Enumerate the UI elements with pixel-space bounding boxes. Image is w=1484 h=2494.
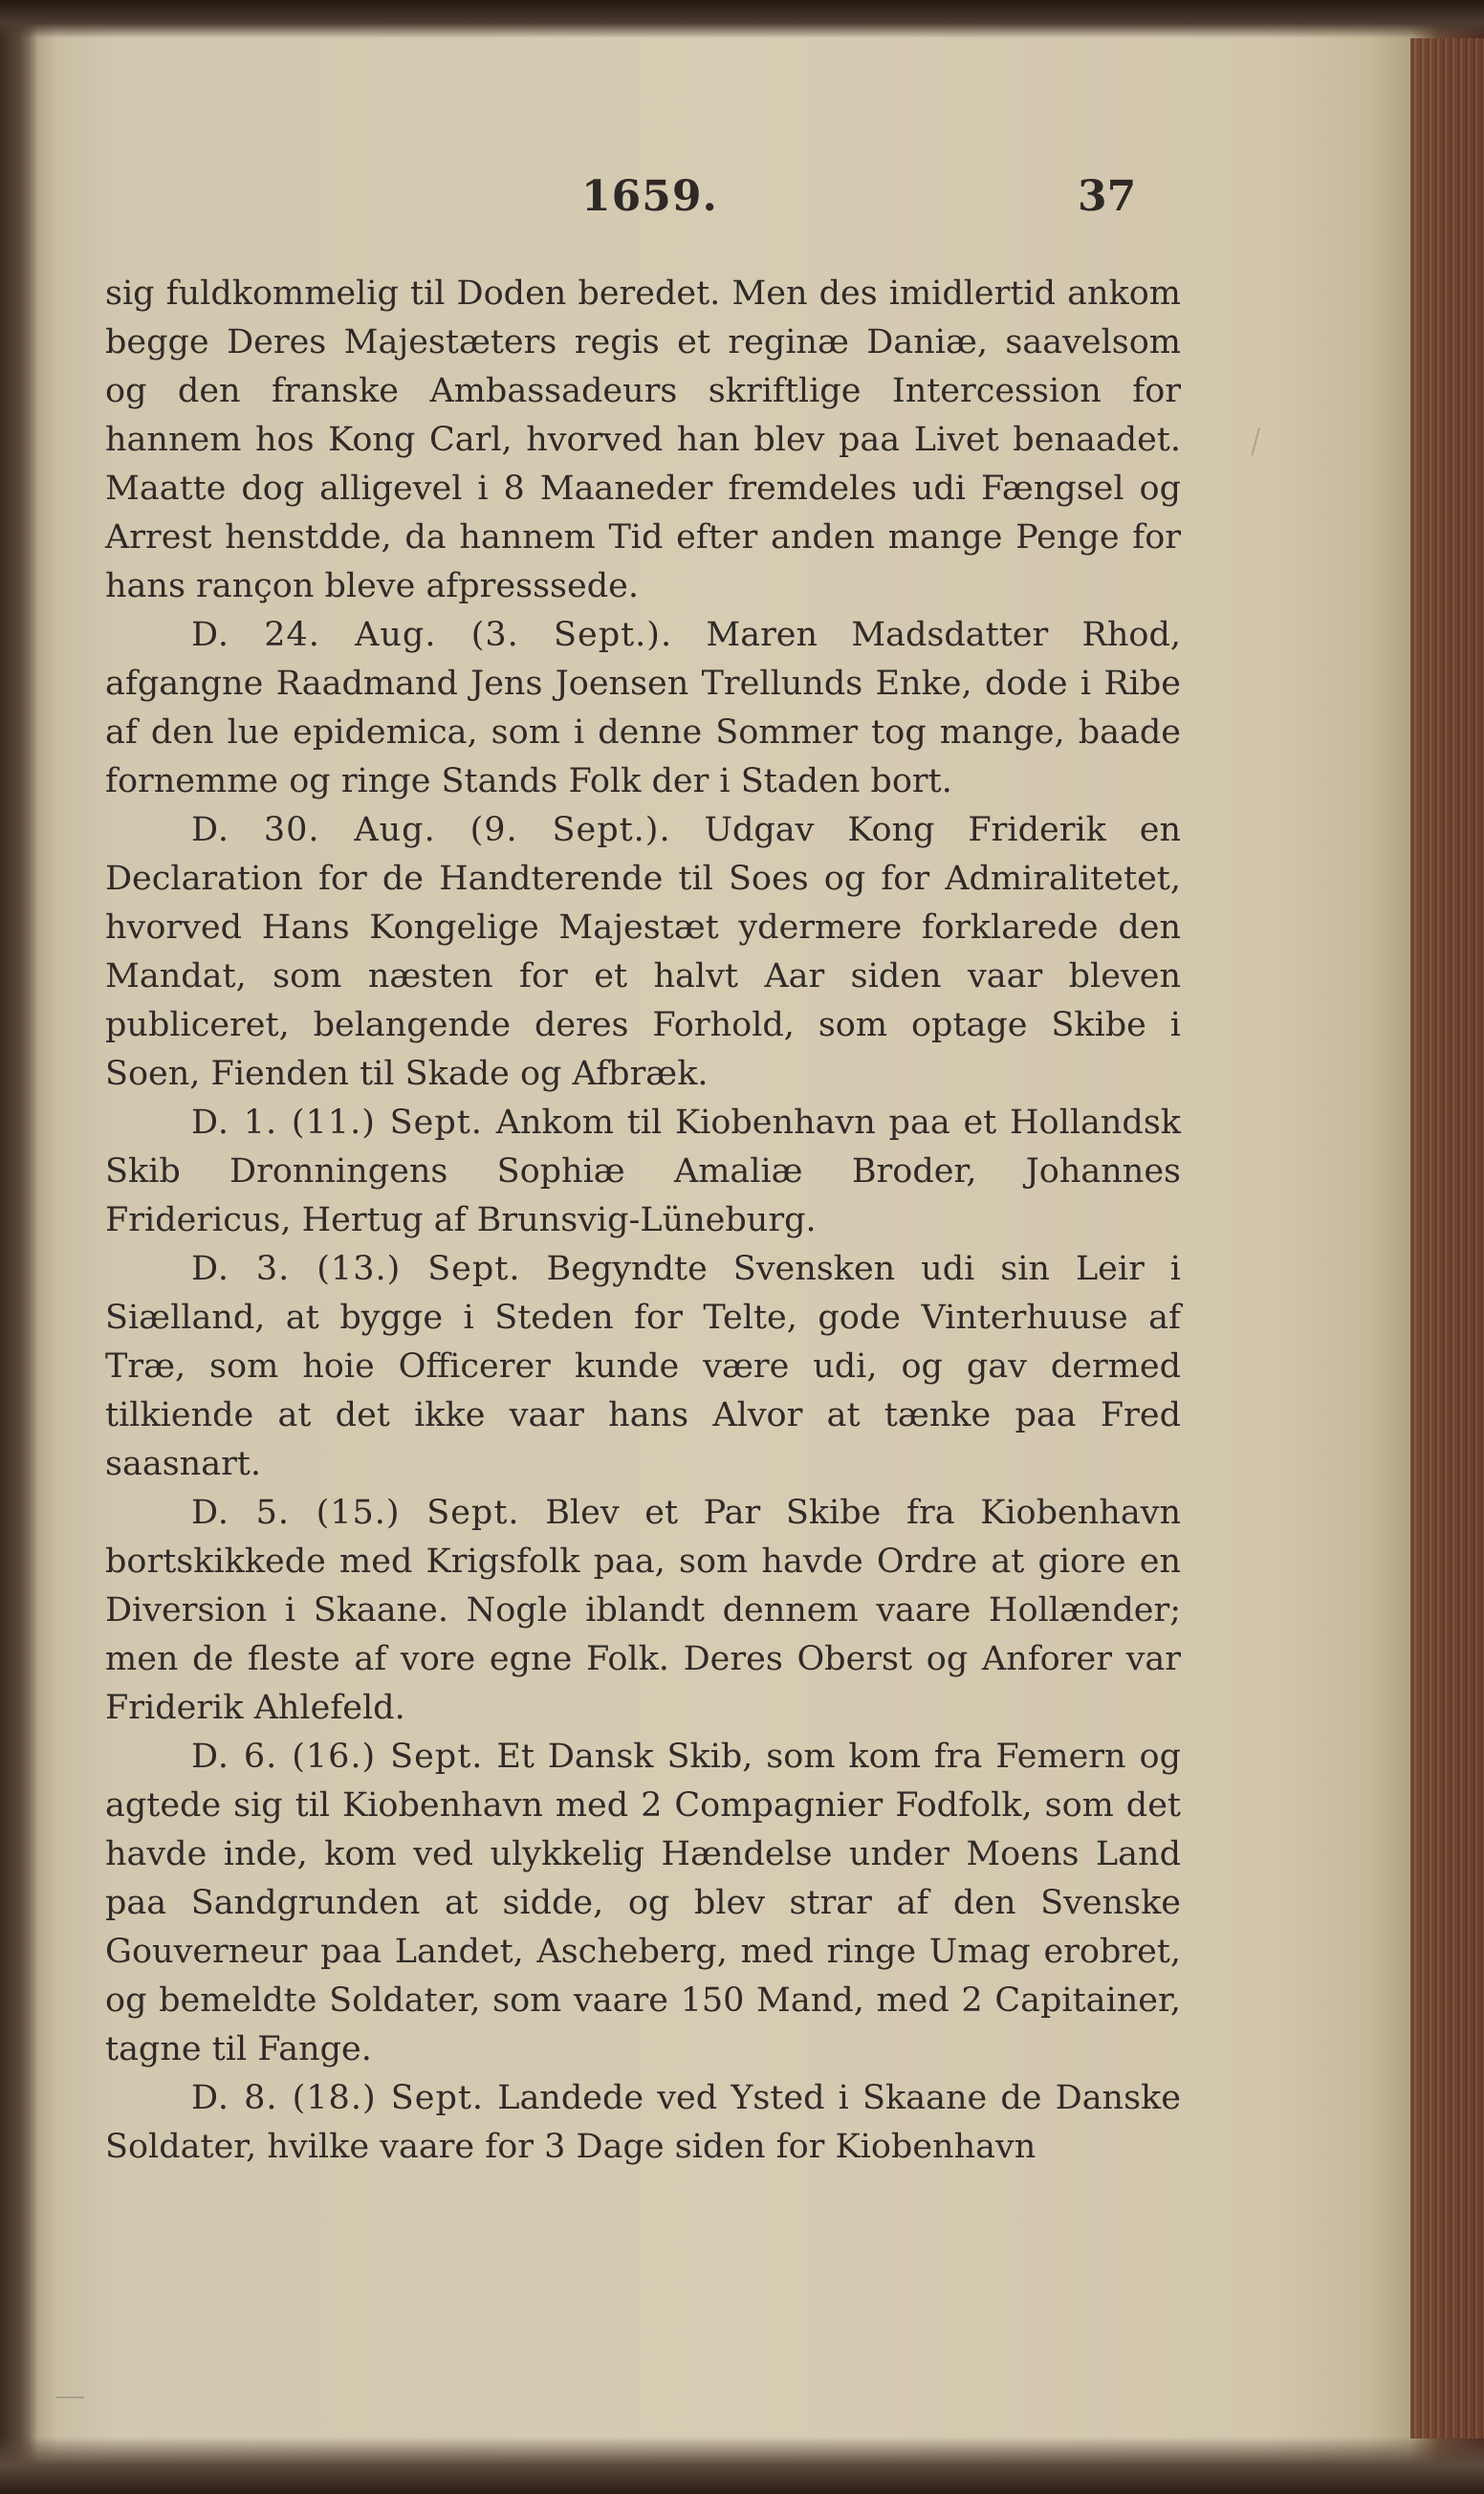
entry-date: D. 8. (18.) Sept. [191, 2079, 485, 2117]
entry-paragraph [105, 1489, 1181, 1733]
entry-date: D. 3. (13.) Sept. [191, 1250, 521, 1288]
paragraph-text: Et Dansk Skib, som kom fra Femern og agtede sig til Kiobenhavn med 2 Compagnier Fodfolk, som det havde inde, kom ved ulykkelig Hændelse under Moens Land paa Sandgrunden at sidde, og blev strar af den Svenske Gouverneur paa Landet, Ascheberg, med ringe Umag erobret, og bemeldte Soldater, som vaare 150 Mand, med 2 Capitainer, tagne til Fange. [105, 1738, 1181, 2068]
entry-date: D. 6. (16.) Sept. [191, 1738, 484, 1776]
paragraph-text: Blev et Par Skibe fra Kiobenhavn bortskikkede med Krigsfolk paa, som havde Ordre at giore en Diversion i Skaane. Nogle iblandt dennem vaare Hollænder; men de fleste af vore egne Folk. Deres Oberst og Anforer var Friderik Ahlefeld. [105, 1494, 1181, 1727]
entry-date: D. 30. Aug. (9. Sept.). [191, 811, 671, 849]
header-year: 1659. [581, 172, 718, 221]
entry-paragraph [105, 1245, 1181, 1489]
paragraph-continuation [105, 270, 1181, 611]
entry-date: D. 24. Aug. (3. Sept.). [191, 616, 673, 654]
entry-paragraph [105, 2074, 1181, 2172]
entry-paragraph [105, 1733, 1181, 2074]
entry-paragraph [105, 806, 1181, 1099]
running-head [0, 172, 1484, 230]
paragraph-text: Landede ved Ysted i Skaane de Danske Soldater, hvilke vaare for 3 Dage siden for Kiobenhavn [105, 2079, 1181, 2166]
entry-date: D. 5. (15.) Sept. [191, 1494, 520, 1532]
paragraph-text: sig fuldkommelig til Doden beredet. Men des imidlertid ankom begge Deres Majestæters regis et reginæ Daniæ, saavelsom og den franske Ambassadeurs skriftlige Intercession for hannem hos Kong Carl, hvorved han blev paa Livet benaadet. Maatte dog alligevel i 8 Maaneder fremdeles udi Fængsel og Arrest henstdde, da hannem Tid efter anden mange Penge for hans rançon bleve afpresssede. [105, 274, 1181, 605]
paragraph-text: Begyndte Svensken udi sin Leir i Siælland, at bygge i Steden for Telte, gode Vinterhuuse af Træ, som hoie Officerer kunde være udi, og gav dermed tilkiende at det ikke vaar hans Alvor at tænke paa Fred saasnart. [105, 1250, 1181, 1483]
entry-paragraph [105, 611, 1181, 806]
page-number: 37 [1078, 172, 1137, 221]
entry-date: D. 1. (11.) Sept. [191, 1104, 483, 1142]
entry-paragraph [105, 1099, 1181, 1245]
paragraph-text: Udgav Kong Friderik en Declaration for de Handterende til Soes og for Admiralitetet, hvorved Hans Kongelige Majestæt ydermere forklarede den Mandat, som næsten for et halvt Aar siden vaar bleven publiceret, belangende deres Forhold, som optage Skibe i Soen, Fienden til Skade og Afbræk. [105, 811, 1181, 1093]
paragraph-text: Maren Madsdatter Rhod, afgangne Raadmand Jens Joensen Trellunds Enke, dode i Ribe af den lue epidemica, som i denne Sommer tog mange, baade fornemme og ringe Stands Folk der i Staden bort. [105, 616, 1181, 800]
body-text [105, 270, 1181, 2172]
paragraph-text: Ankom til Kiobenhavn paa et Hollandsk Skib Dronningens Sophiæ Amaliæ Broder, Johannes Fridericus, Hertug af Brunsvig-Lüneburg. [105, 1104, 1181, 1239]
